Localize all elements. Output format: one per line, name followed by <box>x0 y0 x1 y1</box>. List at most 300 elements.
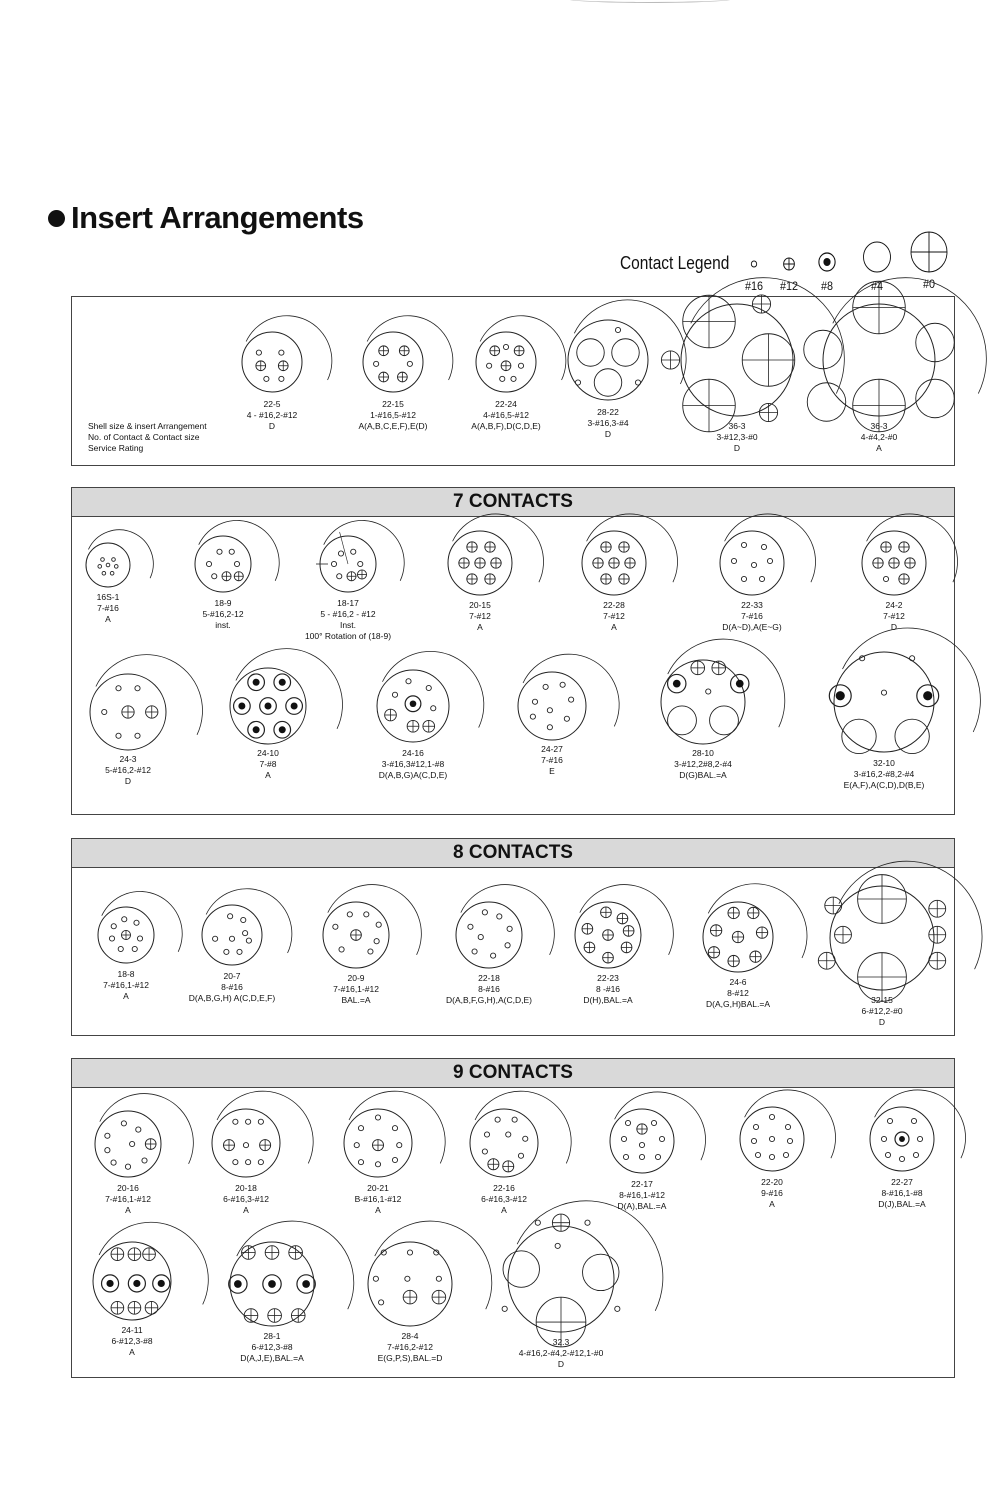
caption-line: 7-#16,1-#12 <box>103 980 149 990</box>
caption-line: 3-#16,2-#8,2-#4 <box>853 769 915 779</box>
caption-line: 9-#16 <box>761 1188 783 1198</box>
contact-16 <box>881 690 886 695</box>
contact-pin <box>410 700 417 707</box>
connector-caption <box>338 1183 418 1216</box>
connector-diagram <box>365 1239 455 1329</box>
connector-caption <box>672 421 802 454</box>
contact-16 <box>535 1220 540 1225</box>
contact-16 <box>511 376 516 381</box>
connector <box>338 1105 418 1216</box>
caption-line: E <box>549 766 555 776</box>
legend-label: #0 <box>922 277 936 291</box>
contact-16 <box>769 1136 774 1141</box>
contact-16 <box>651 1120 656 1125</box>
contact-16 <box>333 924 338 929</box>
caption-line: 20-18 <box>235 1183 257 1193</box>
caption-line: D(A,J,E),BAL.=A <box>240 1353 304 1363</box>
caption-line: 18-8 <box>117 969 135 979</box>
connector-caption <box>222 1331 322 1364</box>
contact-4 <box>916 379 955 418</box>
connector <box>206 1105 286 1216</box>
caption-line: 22-23 <box>597 973 619 983</box>
contact-16 <box>502 1306 507 1311</box>
contact-16 <box>911 1118 916 1123</box>
connector <box>86 672 170 787</box>
connector-diagram <box>700 899 776 975</box>
caption-line: 22-5 <box>263 399 281 409</box>
shell-arc <box>100 1094 194 1164</box>
contact-16 <box>500 376 505 381</box>
contact-16 <box>787 1138 792 1143</box>
contact-16 <box>364 912 369 917</box>
large-contact-icon <box>862 240 893 276</box>
contact-16 <box>639 1154 644 1159</box>
contact-16 <box>767 558 772 563</box>
connector-caption <box>90 1325 174 1358</box>
connector <box>348 327 438 432</box>
connector-caption <box>226 748 310 781</box>
contact-16 <box>111 924 116 929</box>
connector <box>648 658 758 781</box>
contact-4 <box>577 339 605 367</box>
connector <box>672 301 802 454</box>
contact-pin <box>736 680 744 688</box>
caption-line: 22-15 <box>382 399 404 409</box>
contact-16 <box>406 679 411 684</box>
caption-line: 20-9 <box>347 973 365 983</box>
shell-arc <box>375 1221 492 1309</box>
connector-caption <box>824 758 944 791</box>
contact-16 <box>484 1132 489 1137</box>
caption-line: 7-#16 <box>541 755 563 765</box>
contact-16 <box>659 1136 664 1141</box>
connector-caption <box>464 1183 544 1216</box>
contact-16 <box>228 914 233 919</box>
caption-line: 20-21 <box>367 1183 389 1193</box>
shell-arc <box>328 885 422 955</box>
contact-16 <box>337 574 342 579</box>
connector-caption <box>360 1331 460 1364</box>
contact-16 <box>233 1160 238 1165</box>
caption-line: A <box>105 614 111 624</box>
contact-pin <box>268 1280 276 1288</box>
connector <box>602 1105 682 1212</box>
contact-16 <box>655 1154 660 1159</box>
caption-line: 6-#12,2-#0 <box>861 1006 903 1016</box>
contact-16 <box>482 1149 487 1154</box>
caption-line: D(G)BAL.=A <box>679 770 727 780</box>
connector-caption <box>854 600 934 633</box>
caption-line: 16S-1 <box>96 592 120 602</box>
caption-line: D(A~D),A(E~G) <box>722 622 782 632</box>
caption-line: 32-15 <box>871 995 893 1005</box>
contact-16 <box>426 685 431 690</box>
legend-label: #8 <box>820 279 834 293</box>
connector <box>574 528 654 633</box>
connector-diagram <box>572 899 644 971</box>
caption-line: 7-#16 <box>741 611 763 621</box>
section-title: 9 CONTACTS <box>72 1059 954 1088</box>
connector-shell <box>610 1109 674 1173</box>
connector <box>456 327 556 432</box>
contact-16 <box>111 1160 116 1165</box>
caption-line: 36-3 <box>728 421 746 431</box>
connector-caption <box>688 977 788 1010</box>
caption-line: 1-#16,5-#12 <box>370 410 416 420</box>
caption-line: 6-#16,3-#12 <box>223 1194 269 1204</box>
caption-line: 8-#16 <box>478 984 500 994</box>
contact-16 <box>114 565 118 569</box>
contact-16 <box>376 922 381 927</box>
caption-line: 7-#8 <box>259 759 277 769</box>
shell-arc <box>475 1091 571 1163</box>
shell-arc <box>461 885 555 955</box>
caption-line: 24-2 <box>885 600 903 610</box>
connector <box>440 528 520 633</box>
caption-line: 22-16 <box>493 1183 515 1193</box>
contact-16 <box>101 558 105 562</box>
contact-16 <box>368 949 373 954</box>
contact-16 <box>543 684 548 689</box>
contact-16 <box>338 551 343 556</box>
contact-16 <box>102 571 106 575</box>
contact-16 <box>585 1220 590 1225</box>
contact-16 <box>105 1133 110 1138</box>
caption-line: 20-15 <box>469 600 491 610</box>
caption-line: 7-#12 <box>603 611 625 621</box>
row-label: Shell size & insert Arrangement <box>88 421 207 431</box>
connector-caption <box>434 973 544 1006</box>
contact-16 <box>373 1276 378 1281</box>
contact-pin <box>265 703 272 710</box>
shell-arc <box>668 639 785 727</box>
contact-16 <box>217 549 222 554</box>
connector-diagram <box>358 327 428 397</box>
connector-diagram <box>736 1103 808 1175</box>
shell-arc <box>708 884 807 958</box>
connector-caption <box>456 399 556 432</box>
caption-line: D <box>268 421 276 431</box>
contact-16 <box>375 1115 380 1120</box>
connector-diagram <box>471 327 541 397</box>
contact-pin <box>253 679 260 686</box>
contact-16 <box>106 563 110 567</box>
row-label: Service Rating <box>88 443 144 453</box>
connector <box>824 648 944 791</box>
caption-line: A <box>129 1347 135 1357</box>
contact-16 <box>358 1126 363 1131</box>
contact-16 <box>354 1143 359 1148</box>
caption-line: 4-#16,2-#4,2-#12,1-#0 <box>518 1348 604 1358</box>
connector <box>76 540 140 625</box>
connector-diagram <box>191 532 255 596</box>
contact-16 <box>339 947 344 952</box>
contact-16 <box>279 350 284 355</box>
legend-label: #16 <box>744 279 764 293</box>
contact-16 <box>397 1143 402 1148</box>
contact-16 <box>741 542 746 547</box>
contact-16 <box>116 686 121 691</box>
contact-16 <box>769 1154 774 1159</box>
connector-caption <box>232 399 312 432</box>
caption-line: 28-10 <box>692 748 714 758</box>
contact-16 <box>206 561 211 566</box>
contact-16 <box>122 917 127 922</box>
contact-16 <box>331 561 336 566</box>
connector-diagram <box>91 1107 165 1181</box>
shell-arc <box>615 1092 706 1160</box>
contact-16 <box>507 926 512 931</box>
caption-line: A <box>611 622 617 632</box>
connector-caption <box>348 399 438 432</box>
shell-arc <box>725 514 816 582</box>
connector-caption <box>182 971 282 1004</box>
contact-16 <box>575 380 580 385</box>
contact-16 <box>229 936 234 941</box>
caption-line: 20-7 <box>223 971 241 981</box>
caption-line: 7-#12 <box>883 611 905 621</box>
caption-line: 8-#16,1-#12 <box>619 1190 665 1200</box>
contact-16 <box>639 1142 644 1147</box>
connector-diagram <box>717 528 787 598</box>
page-top-edge <box>565 0 735 3</box>
connector <box>814 301 944 454</box>
connector <box>558 315 658 440</box>
contact-4 <box>594 369 622 397</box>
shell-arc <box>839 861 982 969</box>
connector-diagram <box>316 532 380 596</box>
contact-16 <box>258 1119 263 1124</box>
connector <box>688 899 788 1010</box>
connector-diagram <box>820 301 938 419</box>
caption-line: A <box>477 622 483 632</box>
contact-16 <box>518 1153 523 1158</box>
contact-16 <box>405 1276 410 1281</box>
contact-16 <box>759 576 764 581</box>
legend-item-16 <box>743 254 765 293</box>
connector-caption <box>824 995 940 1028</box>
contact-16 <box>623 1154 628 1159</box>
contact-16 <box>569 697 574 702</box>
connector-caption <box>316 973 396 1006</box>
contact-16 <box>110 571 114 575</box>
caption-line: D(A,B,F,G,H),A(C,D,E) <box>446 995 532 1005</box>
caption-line: A <box>265 770 271 780</box>
connector-caption <box>368 748 458 781</box>
section-8-contacts <box>71 838 955 1036</box>
contact-pin <box>279 726 286 733</box>
contact-16 <box>112 558 116 562</box>
page-title-text: Insert Arrangements <box>71 200 364 235</box>
connector-shell <box>470 1109 538 1177</box>
contact-16 <box>497 914 502 919</box>
contact-16 <box>246 1160 251 1165</box>
connector-caption <box>86 969 166 1002</box>
caption-line: 7-#12 <box>469 611 491 621</box>
contact-16 <box>491 953 496 958</box>
caption-line: 8 -#16 <box>595 984 621 994</box>
contact-pin <box>253 726 260 733</box>
contact-16 <box>243 1143 248 1148</box>
contact-16 <box>783 1152 788 1157</box>
connector <box>498 1223 624 1370</box>
legend-item-12 <box>776 252 801 293</box>
caption-line: A <box>125 1205 131 1215</box>
contact-16 <box>706 689 711 694</box>
connector-caption <box>814 421 944 454</box>
shell-arc <box>587 514 678 582</box>
caption-line: 4 - #16,2-#12 <box>246 410 298 420</box>
contact-16 <box>564 716 569 721</box>
connector-diagram <box>94 903 158 967</box>
caption-line: 5 - #16,2 - #12 <box>320 609 376 619</box>
contact-16 <box>134 920 139 925</box>
connector-diagram <box>859 528 929 598</box>
contact-16 <box>142 1158 147 1163</box>
legend-item-0 <box>909 230 949 291</box>
legend-label: #4 <box>870 279 884 293</box>
caption-line: 18-9 <box>214 598 232 608</box>
contact-16 <box>121 1121 126 1126</box>
contact-16 <box>135 733 140 738</box>
connector-diagram <box>659 658 747 746</box>
connector-shell <box>368 1242 452 1326</box>
connector-caption <box>512 744 592 777</box>
contact-16 <box>379 1300 384 1305</box>
caption-line: D <box>604 429 612 439</box>
connector-caption <box>648 748 758 781</box>
connector <box>824 883 940 1028</box>
connector <box>222 1239 322 1364</box>
caption-line: D(A),BAL.=A <box>617 1201 667 1211</box>
connector-caption <box>298 598 398 642</box>
contact-16 <box>233 1119 238 1124</box>
crossed-contact-icon <box>776 252 801 276</box>
contact-pin <box>234 1280 242 1288</box>
contact-16 <box>547 708 552 713</box>
contact-4 <box>895 719 929 753</box>
caption-line: BAL.=A <box>341 995 371 1005</box>
section-9-contacts <box>71 1058 955 1378</box>
contact-16 <box>246 938 251 943</box>
connector <box>88 1107 168 1216</box>
contact-16 <box>431 706 436 711</box>
bullet-icon <box>48 210 65 227</box>
caption-line: A(A,B,C,E,F),E(D) <box>358 421 428 431</box>
contact-4 <box>668 706 697 735</box>
contact-16 <box>883 576 888 581</box>
contact-16 <box>495 1117 500 1122</box>
caption-line: 100° Rotation of (18-9) <box>304 631 392 641</box>
connector-diagram <box>827 883 937 993</box>
connector-shell <box>195 536 251 592</box>
contact-16 <box>547 725 552 730</box>
contact-16 <box>478 934 483 939</box>
connector-caption <box>440 600 520 633</box>
contact-16 <box>234 561 239 566</box>
caption-line: B-#16,1-#12 <box>354 1194 402 1204</box>
caption-line: 3-#12,2#8,2-#4 <box>674 759 732 769</box>
connector-shell <box>242 332 302 392</box>
contact-16 <box>256 350 261 355</box>
contact-16 <box>375 1162 380 1167</box>
shell-arc <box>875 1090 966 1158</box>
caption-line: 7-#16,2-#12 <box>387 1342 433 1352</box>
contact-16 <box>506 1132 511 1137</box>
connector-caption <box>732 1177 812 1210</box>
contact-16 <box>212 574 217 579</box>
contact-16 <box>392 692 397 697</box>
contact-pin <box>291 703 298 710</box>
intro-box <box>71 296 955 466</box>
contact-16 <box>615 327 620 332</box>
contact-16 <box>885 1152 890 1157</box>
caption-line: 8-#16,1-#8 <box>881 1188 923 1198</box>
contact-16 <box>917 1136 922 1141</box>
caption-line: A <box>243 1205 249 1215</box>
caption-line: E(A,F),A(C,D),D(B,E) <box>843 780 925 790</box>
contact-legend <box>620 228 960 293</box>
contact-pin <box>673 680 681 688</box>
caption-line: 6-#12,3-#8 <box>251 1342 293 1352</box>
connector <box>360 1239 460 1364</box>
contact-16 <box>102 709 107 714</box>
connector-caption <box>86 754 170 787</box>
shell-arc <box>574 300 686 384</box>
caption-line: D(J),BAL.=A <box>878 1199 926 1209</box>
caption-line: D <box>557 1359 565 1369</box>
caption-line: 32-10 <box>873 758 895 768</box>
connector-caption <box>206 1183 286 1216</box>
caption-line: 22-18 <box>478 973 500 983</box>
contact-16 <box>532 699 537 704</box>
shell-arc <box>324 520 405 580</box>
caption-line: 7-#16,1-#12 <box>105 1194 151 1204</box>
contact-16 <box>615 1306 620 1311</box>
contact-pin <box>302 1280 310 1288</box>
contact-16 <box>751 1138 756 1143</box>
caption-line: A <box>123 991 129 1001</box>
contact-16 <box>436 1276 441 1281</box>
caption-line: 8-#12 <box>727 988 749 998</box>
contact-16 <box>130 1141 135 1146</box>
shell-arc <box>382 651 483 727</box>
connector <box>186 532 260 631</box>
shell-arc <box>96 655 203 735</box>
contact-16 <box>560 682 565 687</box>
caption-line: 36-3 <box>870 421 888 431</box>
connector-caption <box>574 600 654 633</box>
connector-diagram <box>453 899 525 971</box>
caption-line: A <box>501 1205 507 1215</box>
contact-16 <box>135 686 140 691</box>
caption-line: 32.3 <box>552 1337 570 1347</box>
shell-arc <box>217 1091 313 1163</box>
contact-pin <box>836 691 845 700</box>
caption-line: 28-22 <box>597 407 619 417</box>
connector-caption <box>88 1183 168 1216</box>
xlarge-crossed-contact-icon <box>909 230 949 274</box>
row-labels <box>88 421 207 454</box>
contact-16 <box>518 363 523 368</box>
connector <box>702 528 802 633</box>
connector <box>232 327 312 432</box>
contact-16 <box>258 1160 263 1165</box>
contact-16 <box>137 936 142 941</box>
contact-16 <box>105 1148 110 1153</box>
caption-line: 3-#16,3-#4 <box>587 418 629 428</box>
connector <box>862 1103 942 1210</box>
